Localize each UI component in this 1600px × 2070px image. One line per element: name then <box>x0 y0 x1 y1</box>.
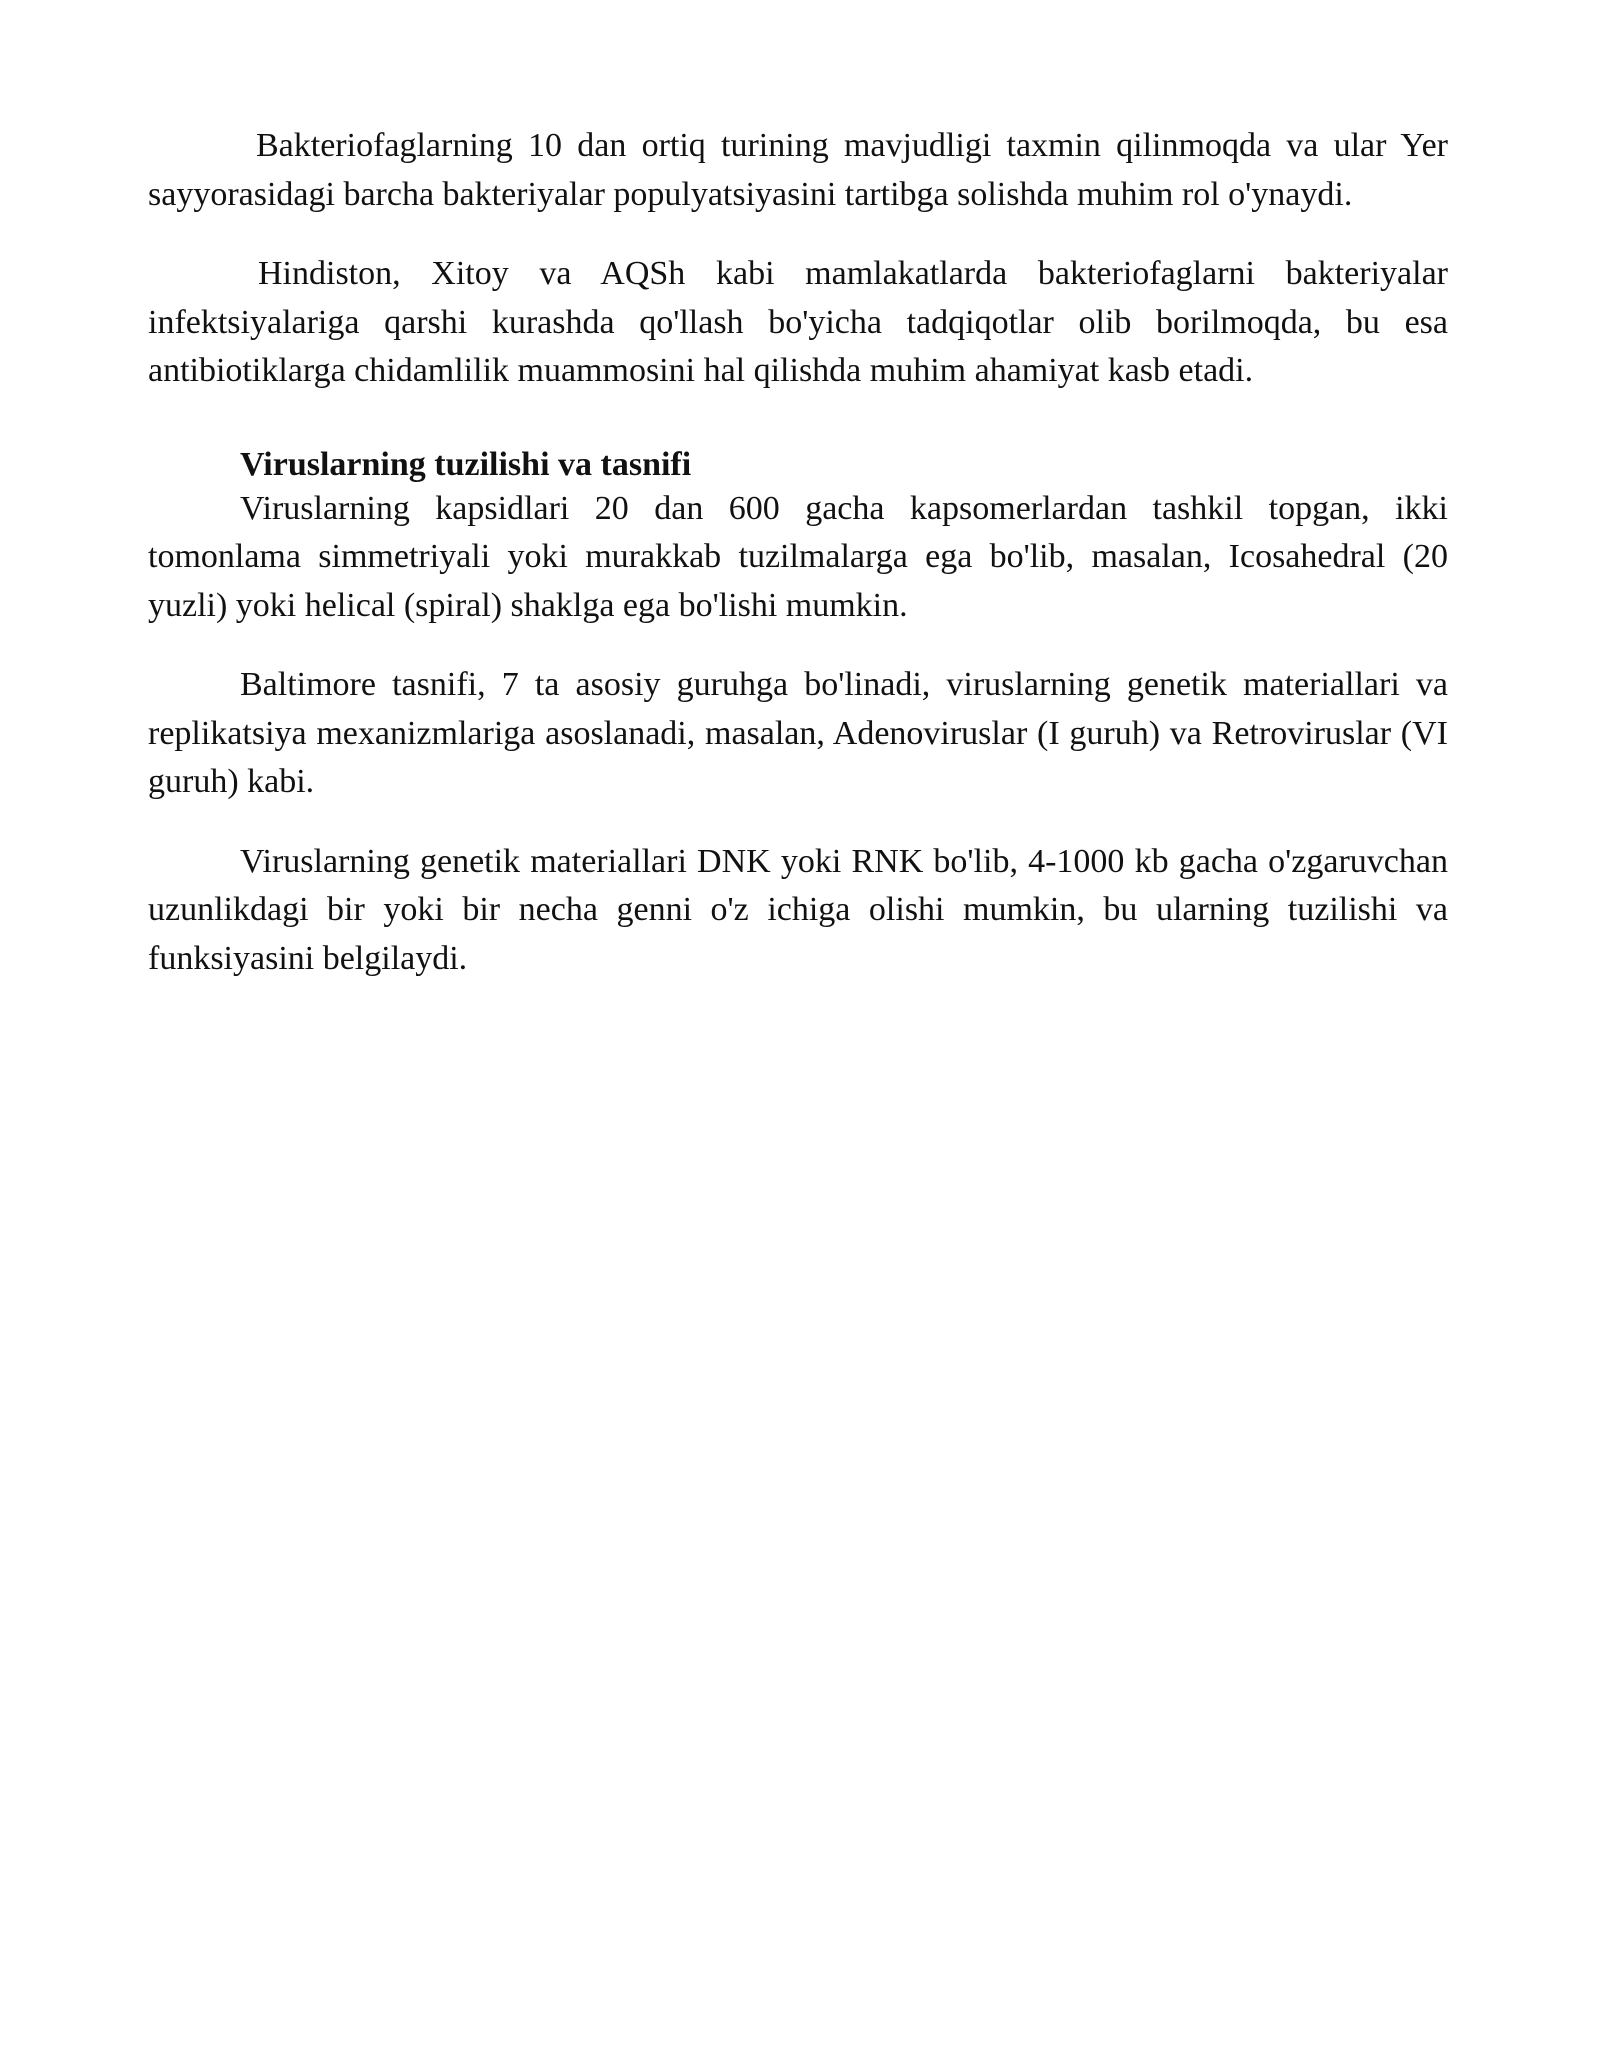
section-heading: Viruslarning tuzilishi va tasnifi <box>240 445 692 483</box>
paragraph-bacteriophage-research: Hindiston, Xitoy va AQSh kabi mamlakatlarda bakteriofaglarni bakteriyalar infektsiyalariga qarshi kurashda qo'llash bo'yicha tadqiqotlar olib borilmoqda, bu esa antibiotiklarga chidamlilik muammosini hal qilishda muhim ahamiyat kasb etadi. <box>148 255 1448 389</box>
page-content <box>148 122 1448 983</box>
paragraph-bacteriophage-count: Bakteriofaglarning 10 dan ortiq turining mavjudligi taxmin qilinmoqda va ular Yer sayyorasidagi barcha bakteriyalar populyatsiyasini tartibga solishda muhim rol o'ynaydi. <box>148 127 1448 213</box>
paragraph-baltimore-classification: Baltimore tasnifi, 7 ta asosiy guruhga bo'linadi, viruslarning genetik materiallari va replikatsiya mexanizmlariga asoslanadi, masalan, Adenoviruslar (I guruh) va Retroviruslar (VI guruh) kabi. <box>148 666 1448 800</box>
paragraph-genetic-material: Viruslarning genetik materiallari DNK yoki RNK bo'lib, 4-1000 kb gacha o'zgaruvchan uzunlikdagi bir yoki bir necha genni o'z ichiga olishi mumkin, bu ularning tuzilishi va funksiyasini belgilaydi. <box>148 842 1448 977</box>
paragraph-capsid-structure: Viruslarning kapsidlari 20 dan 600 gacha kapsomerlardan tashkil topgan, ikki tomonlama simmetriyali yoki murakkab tuzilmalarga ega bo'lib, masalan, Icosahedral (20 yuzli) yoki helical (spiral) shaklga ega bo'lishi mumkin. <box>148 489 1448 624</box>
